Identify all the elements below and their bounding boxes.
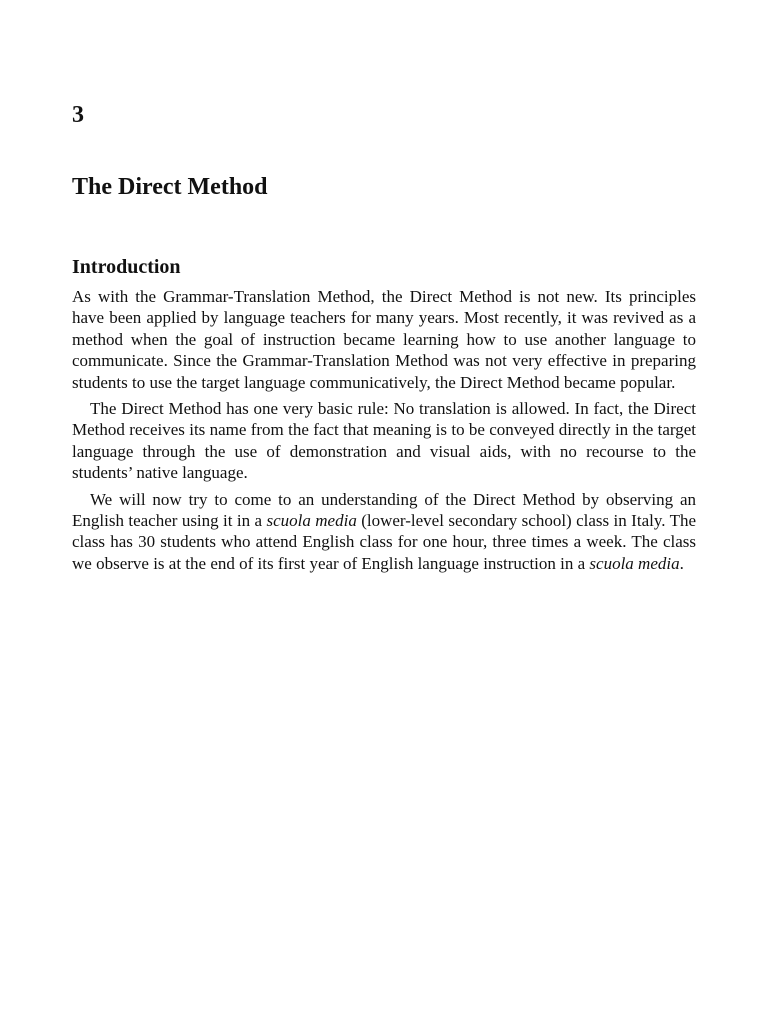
paragraph-3-text-3: . (679, 553, 684, 573)
chapter-number: 3 (72, 102, 84, 128)
paragraph-3-italic-1: scuola media (266, 511, 357, 531)
body-text (72, 286, 696, 579)
section-heading: Introduction (72, 256, 181, 278)
paragraph-2: The Direct Method has one very basic rule: No translation is allowed. In fact, the Direct Method receives its name from the fact that meaning is to be conveyed directly in the target language through the use of demonstration and visual aids, with no recourse to the students’ native language. (72, 399, 696, 483)
paragraph-3 (72, 489, 696, 575)
chapter-title: The Direct Method (72, 174, 268, 200)
paragraph-3-text-2: (lower-level secondary school) class in Italy. The class has 30 students who attend English class for one hour, three times a week. The class we observe is at the end of its first year of English language instruction in a (72, 511, 697, 573)
paragraph-3-text-1: We will now try to come to an understanding of the Direct Method by observing an English teacher using it in a (72, 489, 696, 531)
paragraph-3-italic-2: scuola media (589, 553, 680, 573)
paragraph-1: As with the Grammar-Translation Method, the Direct Method is not new. Its principles have been applied by language teachers for many years. Most recently, it was revived as a method when the goal of instruction became learning how to use another language to communicate. Since the Grammar-Translation Method was not very effective in preparing students to use the target language communicatively, the Direct Method became popular. (72, 287, 696, 392)
